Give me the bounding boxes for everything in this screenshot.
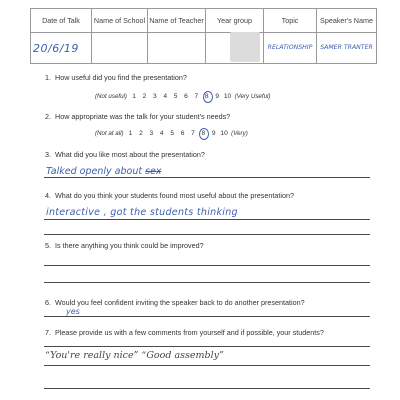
question-text: How appropriate was the talk for your student's needs? [55, 112, 231, 121]
question-number: 3. [45, 150, 51, 159]
scale-high-label: (Very) [231, 130, 248, 137]
question-5 [45, 241, 204, 250]
cell-date [31, 33, 92, 64]
col-topic: Topic [264, 9, 317, 33]
col-teacher: Name of Teacher [148, 9, 206, 33]
question-4 [45, 191, 294, 200]
topic-value: RELATIONSHIP [267, 44, 313, 51]
rating-option[interactable]: 5 [170, 130, 174, 137]
question-text: How useful did you find the presentation? [55, 73, 187, 82]
answer-text: Talked openly about [46, 166, 143, 177]
answer-7: “You're really nice” “Good assembly” [45, 350, 224, 361]
answer-line [44, 234, 370, 235]
col-year-group: Year group [206, 9, 264, 33]
question-text: What do you think your students found most useful about the presentation? [55, 191, 294, 200]
rating-option[interactable]: 3 [152, 93, 157, 100]
rating-option-selected[interactable]: 8 [198, 130, 208, 137]
answer-6: yes [66, 307, 80, 316]
rating-option[interactable]: 2 [142, 93, 147, 100]
rating-option[interactable]: 9 [215, 93, 219, 100]
answer-struck-text: sex [145, 166, 162, 177]
date-value: 20/6/19 [33, 42, 79, 55]
rating-option[interactable]: 5 [173, 93, 178, 100]
rating-option[interactable]: 4 [163, 93, 168, 100]
scale-low-label: (Not useful) [95, 93, 127, 100]
cell-topic [264, 33, 317, 64]
rating-option-selected[interactable]: 8 [202, 93, 212, 100]
rating-option[interactable]: 10 [223, 93, 232, 100]
question-number: 7. [45, 328, 51, 337]
value-row [31, 33, 377, 64]
rating-option[interactable]: 4 [159, 130, 164, 137]
answer-line [44, 388, 370, 389]
answer-4: interactive , got the students thinking [46, 207, 238, 218]
rating-option[interactable]: 10 [220, 130, 228, 137]
question-text: Would you feel confident inviting the speaker back to do another presentation? [55, 298, 305, 307]
question-text: Is there anything you think could be improved? [55, 241, 204, 250]
talk-details-table [30, 8, 377, 64]
question-number: 1. [45, 73, 51, 82]
answer-3 [46, 166, 162, 177]
question-text: What did you like most about the presentation? [55, 150, 205, 159]
cell-speaker [317, 33, 377, 64]
answer-line [44, 316, 370, 317]
header-row [31, 9, 377, 33]
cell-school [92, 33, 148, 64]
answer-line [44, 265, 370, 266]
rating-option[interactable]: 6 [184, 93, 188, 100]
rating-option[interactable]: 9 [211, 130, 216, 137]
question-number: 4. [45, 191, 51, 200]
question-2 [45, 112, 230, 121]
question-3 [45, 150, 205, 159]
answer-line [44, 219, 370, 220]
rating-option[interactable]: 3 [149, 130, 154, 137]
answer-line [44, 346, 370, 347]
rating-option[interactable]: 2 [139, 130, 143, 137]
speaker-value: SAMER TRANTER [320, 44, 373, 51]
question-number: 5. [45, 241, 51, 250]
answer-line [44, 177, 370, 178]
rating-option[interactable]: 7 [194, 93, 199, 100]
rating-option[interactable]: 6 [180, 130, 185, 137]
rating-option[interactable]: 1 [132, 93, 136, 100]
rating-scale-2 [95, 130, 248, 137]
answer-line [44, 282, 370, 283]
answer-line [44, 365, 370, 366]
col-speaker: Speaker's Name [317, 9, 377, 33]
col-school: Name of School [92, 9, 148, 33]
question-number: 6. [45, 298, 51, 307]
question-number: 2. [45, 112, 51, 121]
rating-option[interactable]: 7 [191, 130, 195, 137]
scale-high-label: (Very Useful) [234, 93, 271, 100]
cell-teacher [148, 33, 206, 64]
question-text: Please provide us with a few comments from yourself and if possible, your students? [55, 328, 324, 337]
question-7 [45, 328, 324, 337]
rating-option[interactable]: 1 [128, 130, 133, 137]
rating-scale-1 [95, 93, 270, 100]
scale-low-label: (Not at all) [95, 130, 124, 137]
question-1 [45, 73, 187, 82]
col-date: Date of Talk [31, 9, 92, 33]
redaction-mark [230, 32, 260, 62]
question-6 [45, 298, 305, 307]
